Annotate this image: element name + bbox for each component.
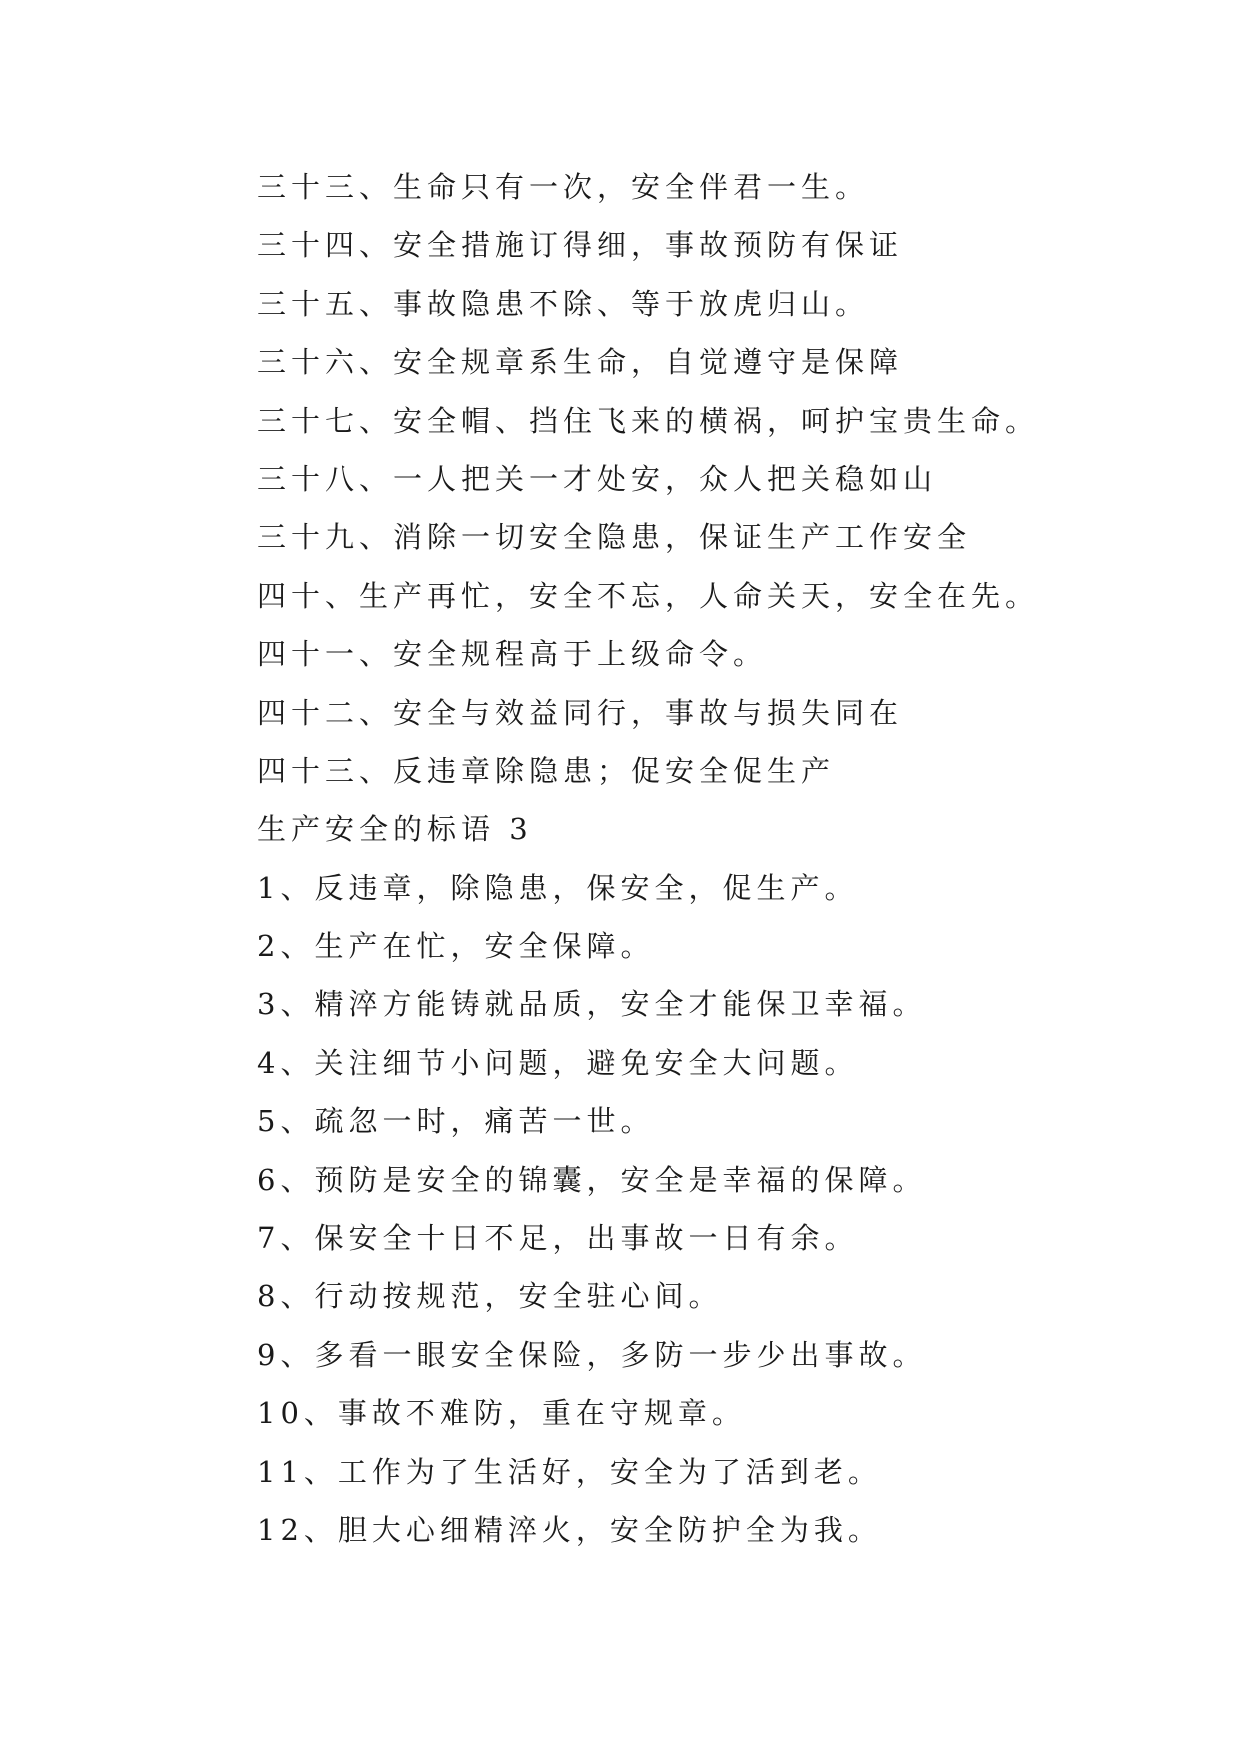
text-line: 5、疏忽一时，痛苦一世。 <box>257 1104 655 1139</box>
text-line: 四十三、反违章除隐患；促安全促生产 <box>257 753 836 788</box>
text-line: 三十三、生命只有一次，安全伴君一生。 <box>257 170 870 204</box>
text-line: 三十八、一人把关一才处安，众人把关稳如山 <box>257 461 938 496</box>
text-line: 2、生产在忙，安全保障。 <box>257 929 655 964</box>
text-line: 三十六、安全规章系生命，自觉遵守是保障 <box>257 345 904 380</box>
text-line: 10、事故不难防，重在守规章。 <box>257 1396 746 1431</box>
text-line: 四十、生产再忙，安全不忘，人命关天，安全在先。 <box>257 578 1040 613</box>
section-heading: 生产安全的标语 3 <box>257 812 533 847</box>
text-line: 三十九、消除一切安全隐患，保证生产工作安全 <box>257 520 972 555</box>
text-line: 12、胆大心细精淬火，安全防护全为我。 <box>257 1512 882 1547</box>
text-line: 三十五、事故隐患不除、等于放虎归山。 <box>257 286 870 321</box>
text-line: 7、保安全十日不足，出事故一日有余。 <box>257 1221 859 1256</box>
text-line: 9、多看一眼安全保险，多防一步少出事故。 <box>257 1337 927 1372</box>
text-line: 4、关注细节小问题，避免安全大问题。 <box>257 1045 859 1080</box>
text-line: 11、工作为了生活好，安全为了活到老。 <box>257 1454 882 1489</box>
text-line: 四十二、安全与效益同行，事故与损失同在 <box>257 695 904 730</box>
text-line: 3、精淬方能铸就品质，安全才能保卫幸福。 <box>257 987 927 1022</box>
text-line: 1、反违章，除隐患，保安全，促生产。 <box>257 870 859 905</box>
text-line: 8、行动按规范，安全驻心间。 <box>257 1279 723 1314</box>
text-line: 三十四、安全措施订得细，事故预防有保证 <box>257 228 904 263</box>
text-line: 四十一、安全规程高于上级命令。 <box>257 637 768 672</box>
text-line: 6、预防是安全的锦囊，安全是幸福的保障。 <box>257 1162 927 1197</box>
document-body <box>257 158 1157 1559</box>
text-line: 三十七、安全帽、挡住飞来的横祸，呵护宝贵生命。 <box>257 403 1040 438</box>
